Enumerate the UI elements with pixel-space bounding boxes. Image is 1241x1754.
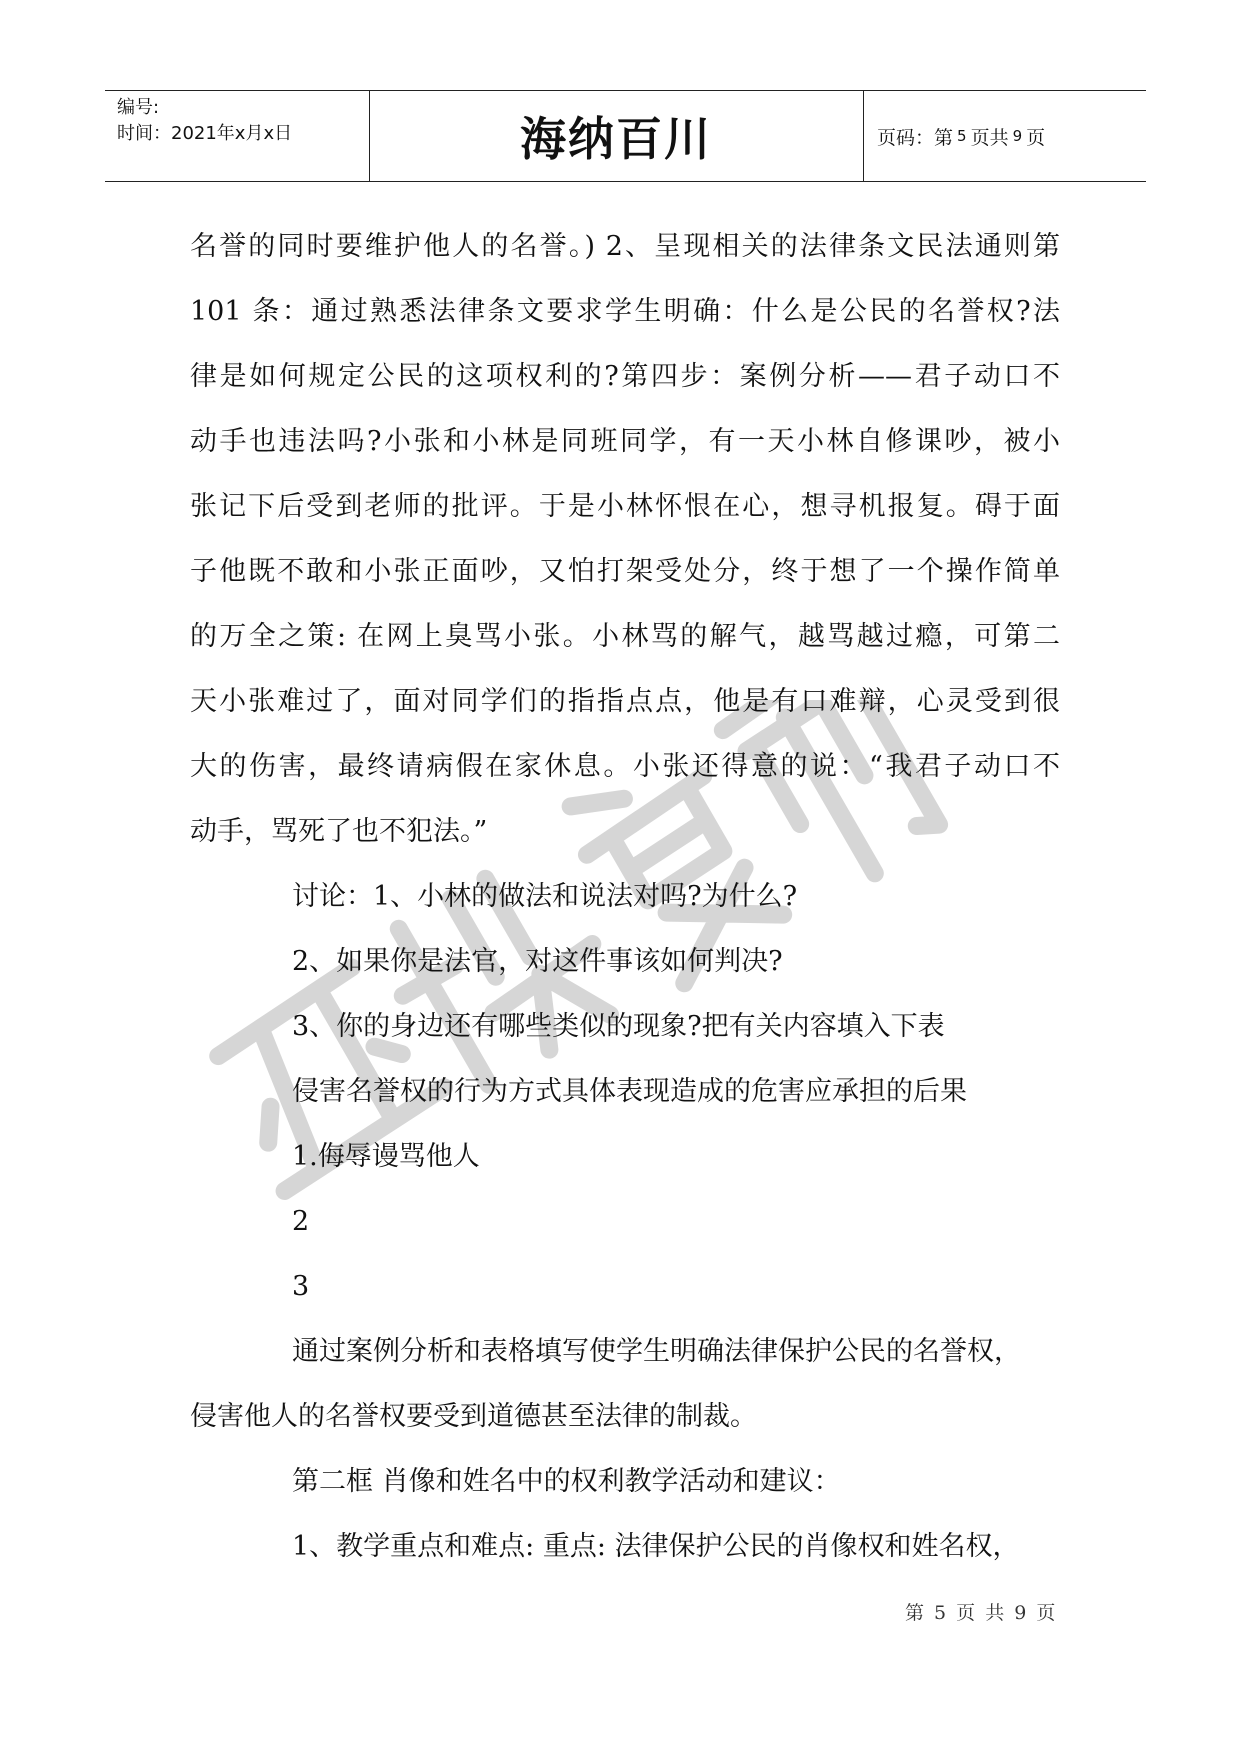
discussion-item: 讨论：1、小林的做法和说法对吗?为什么?: [292, 881, 798, 912]
document-body: [190, 214, 1060, 1579]
body-line: 名誉的同时要维护他人的名誉。) 2、呈现相关的法律条文民法通则第: [190, 231, 1060, 262]
table-row: 2: [292, 1206, 310, 1237]
header-meta: [117, 95, 292, 147]
header-title: 海纳百川: [520, 112, 712, 166]
table-row: 3: [292, 1271, 310, 1302]
body-line: 动手也违法吗?小张和小林是同班同学，有一天小林自修课吵，被小: [190, 426, 1060, 457]
page-prefix: 页码：第: [877, 126, 954, 149]
page-header: [105, 90, 1146, 182]
page-suffix: 页: [1026, 126, 1046, 149]
document-time-label: 时间：2021年x月x日: [117, 123, 293, 144]
page-footer: 第 5 页 共 9 页: [905, 1602, 1058, 1624]
body-line: 大的伤害，最终请病假在家休息。小张还得意的说：“我君子动口不: [190, 751, 1060, 782]
page-current: 5: [957, 127, 967, 145]
table-heading: 侵害名誉权的行为方式具体表现造成的危害应承担的后果: [292, 1076, 967, 1107]
body-line: 张记下后受到老师的批评。于是小林怀恨在心，想寻机报复。碍于面: [190, 491, 1060, 522]
body-line: 侵害他人的名誉权要受到道德甚至法律的制裁。: [190, 1401, 757, 1432]
section-heading: 第二框 肖像和姓名中的权利教学活动和建议：: [292, 1466, 841, 1497]
body-line: 的万全之策: 在网上臭骂小张。小林骂的解气，越骂越过瘾，可第二: [190, 621, 1060, 652]
body-line: 动手，骂死了也不犯法。”: [190, 816, 488, 847]
discussion-item: 2、如果你是法官，对这件事该如何判决?: [292, 946, 783, 977]
body-line: 101 条：通过熟悉法律条文要求学生明确：什么是公民的名誉权?法: [190, 296, 1060, 327]
page-total: 9: [1012, 127, 1023, 145]
body-line: 天小张难过了，面对同学们的指指点点，他是有口难辩，心灵受到很: [190, 686, 1060, 717]
discussion-item: 3、你的身边还有哪些类似的现象?把有关内容填入下表: [292, 1011, 945, 1042]
body-line: 子他既不敢和小张正面吵，又怕打架受处分，终于想了一个操作简单: [190, 556, 1060, 587]
header-divider: [863, 91, 864, 181]
body-line: 通过案例分析和表格填写使学生明确法律保护公民的名誉权，: [292, 1336, 1021, 1367]
table-row: 1.侮辱谩骂他人: [292, 1141, 480, 1172]
header-page-info: [865, 91, 1146, 181]
page-mid: 页共: [970, 126, 1009, 149]
body-line: 律是如何规定公民的这项权利的?第四步：案例分析——君子动口不: [190, 361, 1060, 392]
document-number-label: 编号:: [117, 97, 160, 118]
body-line: 1、教学重点和难点: 重点: 法律保护公民的肖像权和姓名权，: [292, 1531, 1020, 1562]
